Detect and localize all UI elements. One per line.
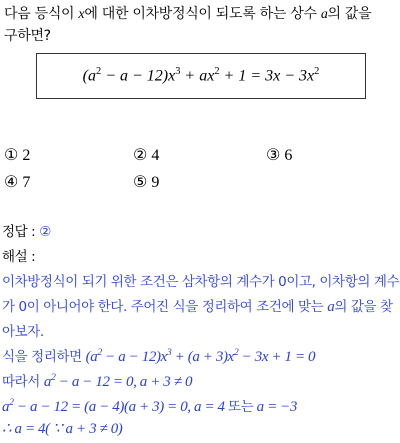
choice-4[interactable]: ④ 7 <box>4 174 31 191</box>
explanation-line-2: 가 0이 아니어야 한다. 주어진 식을 정리하여 조건에 맞는 a의 값을 찾 <box>2 299 393 315</box>
explanation-line-3: 아보자. <box>2 324 44 340</box>
explanation-label: 해설 : <box>2 249 36 265</box>
choice-3[interactable]: ③ 6 <box>266 147 293 164</box>
choice-5[interactable]: ⑤ 9 <box>133 174 160 191</box>
choice-1[interactable]: ① 2 <box>4 147 31 164</box>
choice-2[interactable]: ② 4 <box>133 147 160 164</box>
answer-value: ② <box>39 224 51 240</box>
explanation-line-6: $a^2 - a - 12 = (a - 4)(a + 3) = 0$, a = 4 또는 a = −3 <box>2 397 297 415</box>
question-line-1: 다음 등식이 x에 대한 이차방정식이 되도록 하는 상수 a의 값을 <box>4 6 372 22</box>
explanation-line-4: 식을 정리하면 $(a^2 - a - 12)x^3 + (a + 3)x^2 - 3x + 1 = 0$ <box>2 347 316 365</box>
explanation-line-7: ∴ a = 4( ∵ a + 3 ≠ 0) <box>2 421 123 437</box>
explanation-line-5: 따라서 $a^2 - a - 12 = 0$, a + 3 ≠ 0 <box>2 372 193 390</box>
question-line-2: 구하면? <box>4 28 51 44</box>
equation: $(a^2 - a - 12)x^3 + ax^2 + 1 = 3x - 3x^2$ <box>82 66 320 85</box>
explanation-line-1: 이차방정식이 되기 위한 조건은 삼차항의 계수가 0이고, 이차항의 계수 <box>2 274 400 290</box>
equation-box <box>36 53 366 99</box>
answer-line: 정답 : ② <box>2 224 51 240</box>
